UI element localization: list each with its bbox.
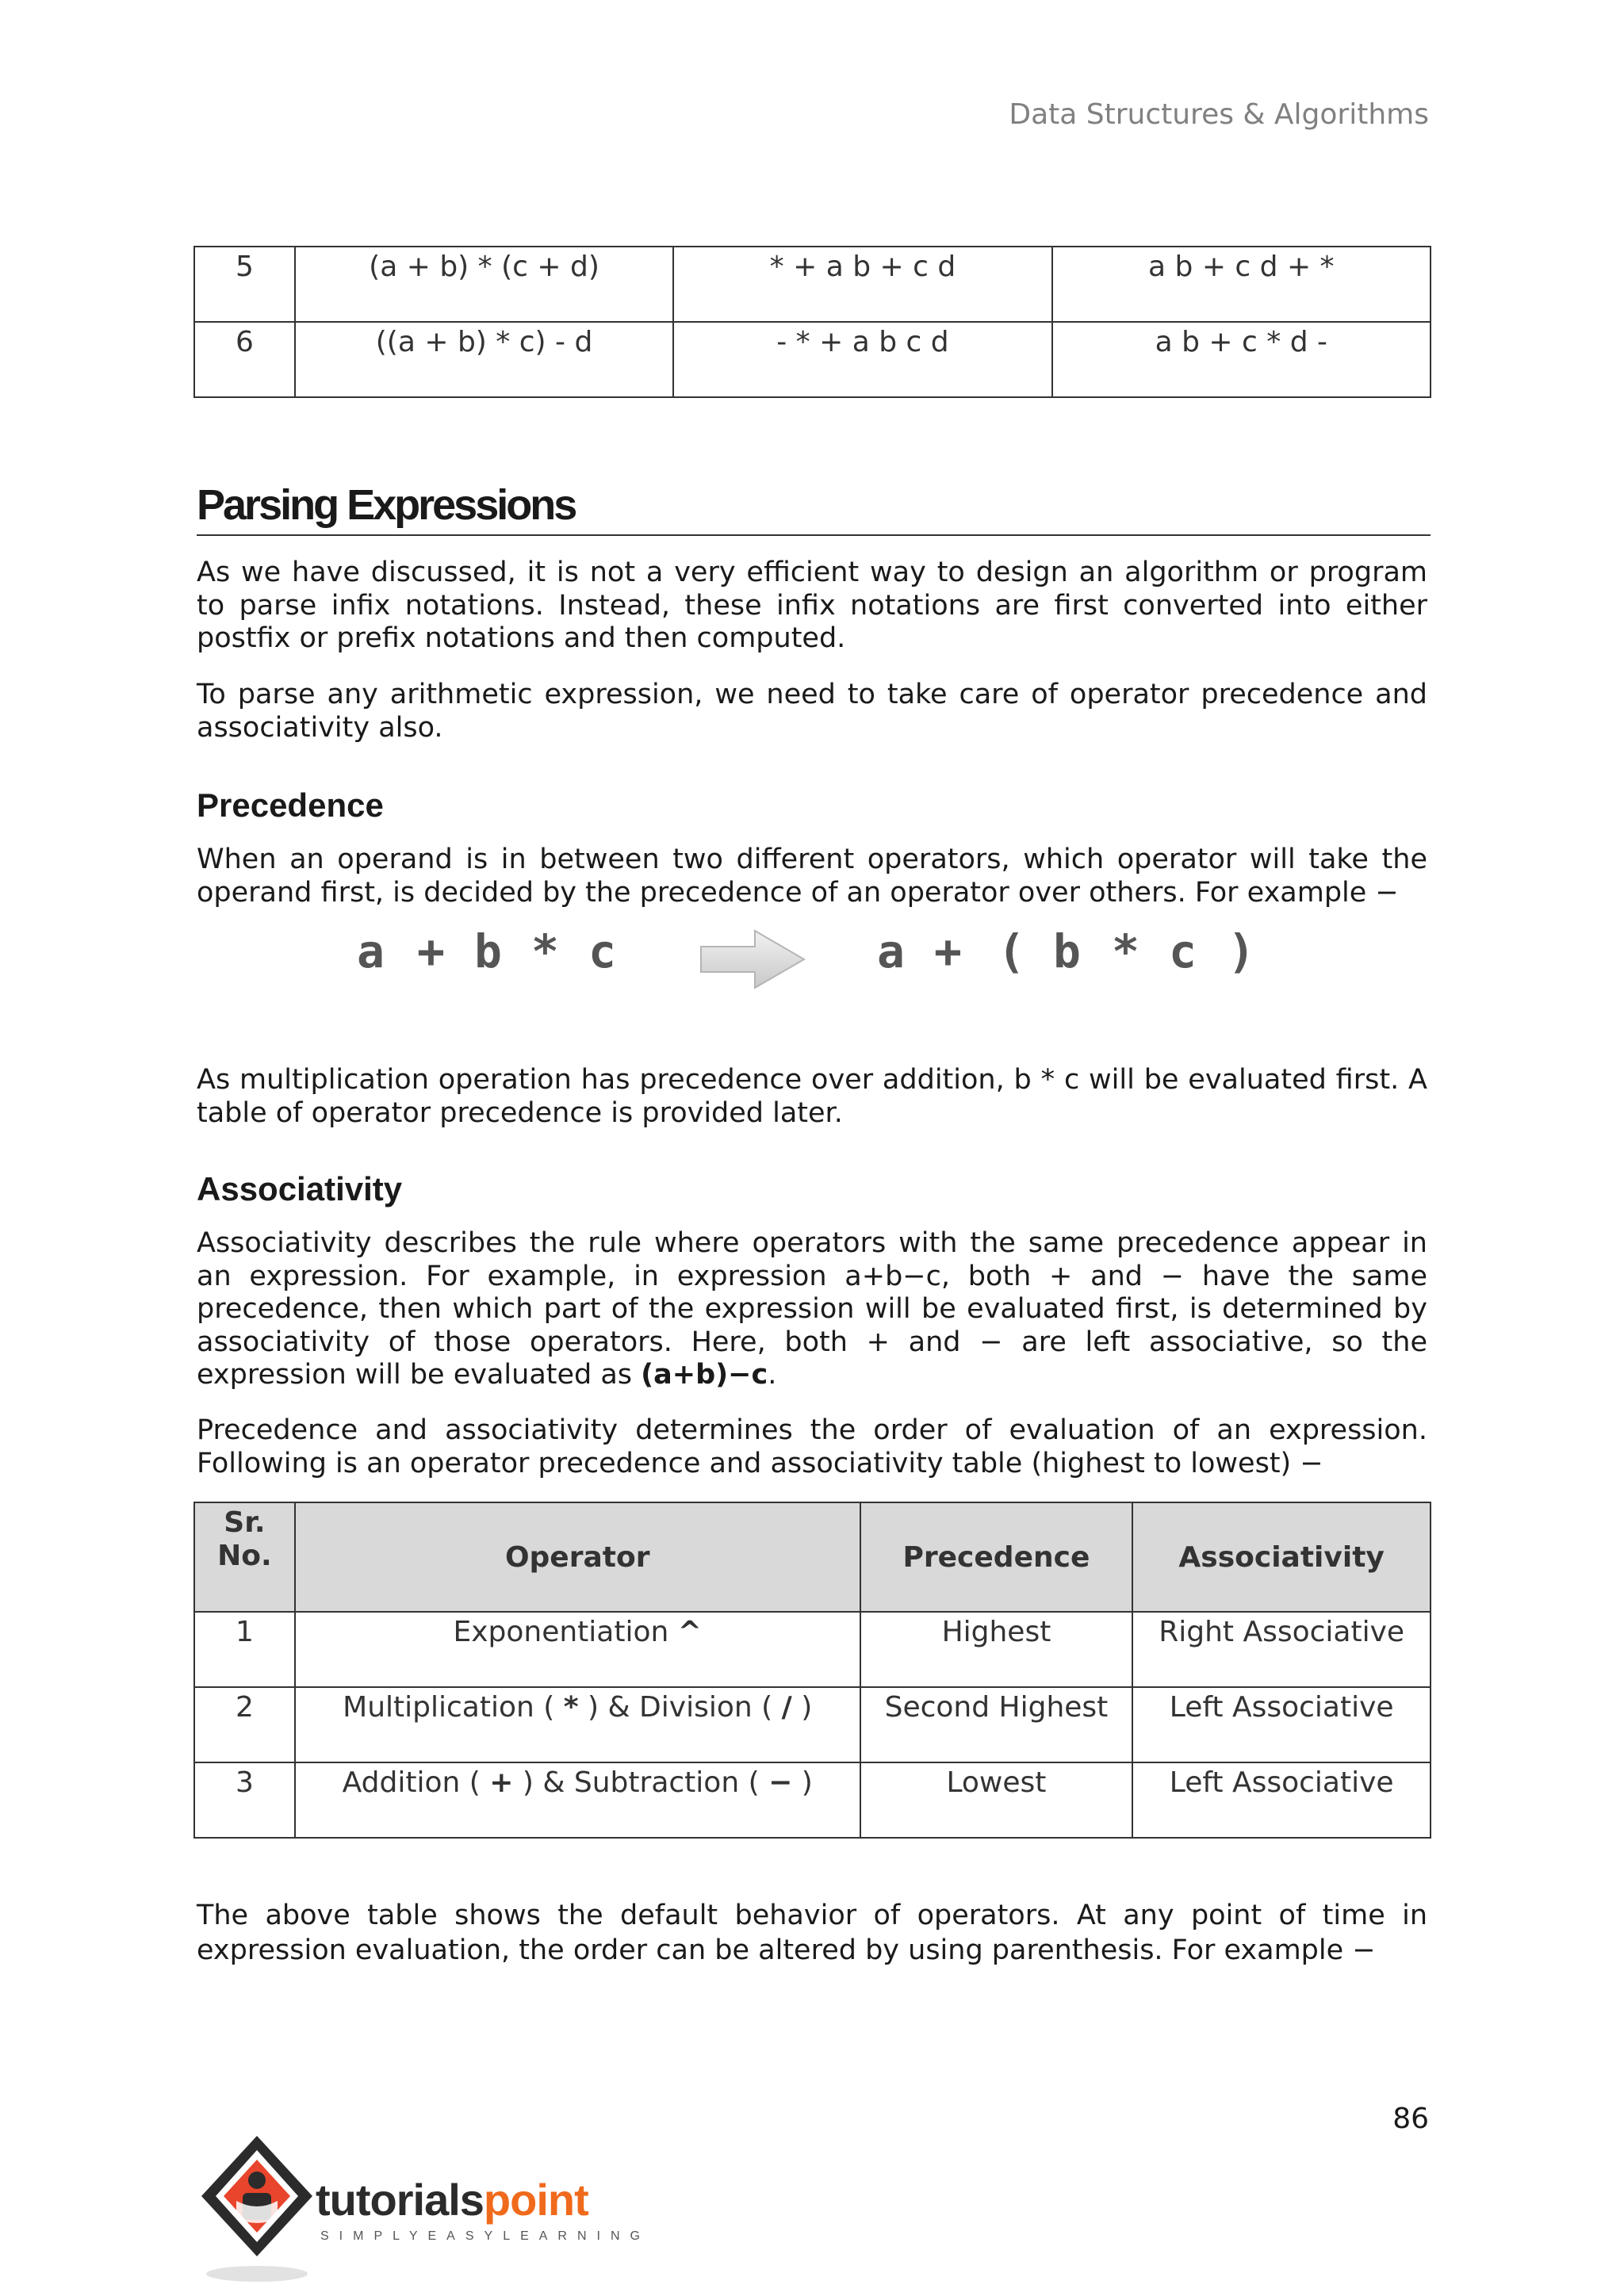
page-number: 86: [1392, 2103, 1429, 2135]
arrow-right-icon: [698, 928, 809, 991]
formula-token: b: [1053, 924, 1081, 978]
formula-token: +: [417, 924, 445, 978]
cell-operator: Addition ( + ) & Subtraction ( − ): [295, 1762, 860, 1838]
cell-postfix: a b + c d + *: [1052, 247, 1431, 322]
header-associativity: Associativity: [1132, 1502, 1431, 1612]
cell-associativity: Right Associative: [1132, 1612, 1431, 1687]
formula-token: c: [1169, 924, 1197, 978]
cell-sr: 6: [194, 322, 295, 397]
cell-prefix: - * + a b c d: [673, 322, 1051, 397]
cell-sr: 3: [194, 1762, 295, 1838]
table-row: [194, 1612, 1431, 1687]
formula-token: a: [357, 924, 385, 978]
table-row: [194, 247, 1431, 322]
logo-wordmark: tutorialspoint: [316, 2175, 588, 2225]
header-operator: Operator: [295, 1502, 860, 1612]
paragraph: When an operand is in between two different operators, which operator will take the operand first, is decided by the precedence of an operator over others. For example −: [197, 844, 1427, 909]
formula-token: a: [877, 924, 905, 978]
formula-token: +: [934, 924, 962, 978]
cell-infix: ((a + b) * c) - d: [295, 322, 673, 397]
paragraph: As we have discussed, it is not a very efficient way to design an algorithm or program to parse infix notations. Instead, these infix notations are first converted into either postfix or prefix notations and then computed.: [197, 557, 1427, 654]
cell-precedence: Highest: [860, 1612, 1133, 1687]
cell-prefix: * + a b + c d: [673, 247, 1051, 322]
cell-infix: (a + b) * (c + d): [295, 247, 673, 322]
logo-tagline: SIMPLYEASYLEARNING: [320, 2229, 650, 2243]
cell-postfix: a b + c * d -: [1052, 322, 1431, 397]
formula-token: b: [474, 924, 502, 978]
paragraph: As multiplication operation has precedence over addition, b * c will be evaluated first. A table of operator precedence is provided later.: [197, 1064, 1427, 1129]
paragraph: Associativity describes the rule where operators with the same precedence appear in an expression. For example, in expression a+b−c, both + and − have the same precedence, then which part of the expression will be evaluated first, is determined by associativity of those operators. Here, both + and − are left associative, so the expression will be evaluated as (a+b)−c.: [197, 1227, 1427, 1391]
section-title: Parsing Expressions: [197, 480, 1431, 536]
header-sr-no: Sr. No.: [194, 1502, 295, 1612]
subheading-precedence: Precedence: [197, 786, 384, 824]
cell-associativity: Left Associative: [1132, 1762, 1431, 1838]
formula-token: ): [1228, 924, 1255, 978]
running-header: Data Structures & Algorithms: [1009, 98, 1429, 131]
formula-token: (: [998, 924, 1025, 978]
cell-sr: 2: [194, 1687, 295, 1762]
header-precedence: Precedence: [860, 1502, 1133, 1612]
paragraph: The above table shows the default behavior of operators. At any point of time in expression evaluation, the order can be altered by using parenthesis. For example −: [197, 1900, 1427, 1966]
logo-diamond-icon: [197, 2133, 324, 2291]
cell-operator: Exponentiation ^: [295, 1612, 860, 1687]
formula-token: *: [1112, 924, 1139, 978]
tutorialspoint-logo: [197, 2133, 650, 2291]
formula-token: c: [588, 924, 616, 978]
cell-operator: Multiplication ( * ) & Division ( / ): [295, 1687, 860, 1762]
table-row: [194, 1687, 1431, 1762]
emphasis: (a+b)−c: [641, 1359, 768, 1391]
subheading-associativity: Associativity: [197, 1170, 403, 1207]
table-header-row: [194, 1502, 1431, 1612]
precedence-table: [193, 1502, 1431, 1839]
table-row: [194, 1762, 1431, 1838]
cell-sr: 1: [194, 1612, 295, 1687]
paragraph: Precedence and associativity determines the order of evaluation of an expression. Following is an operator precedence and associativity table (highest to lowest) −: [197, 1414, 1427, 1479]
cell-associativity: Left Associative: [1132, 1687, 1431, 1762]
cell-precedence: Second Highest: [860, 1687, 1133, 1762]
table-row: [194, 322, 1431, 397]
cell-sr: 5: [194, 247, 295, 322]
precedence-example-figure: [357, 924, 1277, 1020]
formula-token: *: [531, 924, 559, 978]
notation-table: [193, 246, 1431, 398]
cell-precedence: Lowest: [860, 1762, 1133, 1838]
paragraph: To parse any arithmetic expression, we need to take care of operator precedence and associativity also.: [197, 679, 1427, 744]
